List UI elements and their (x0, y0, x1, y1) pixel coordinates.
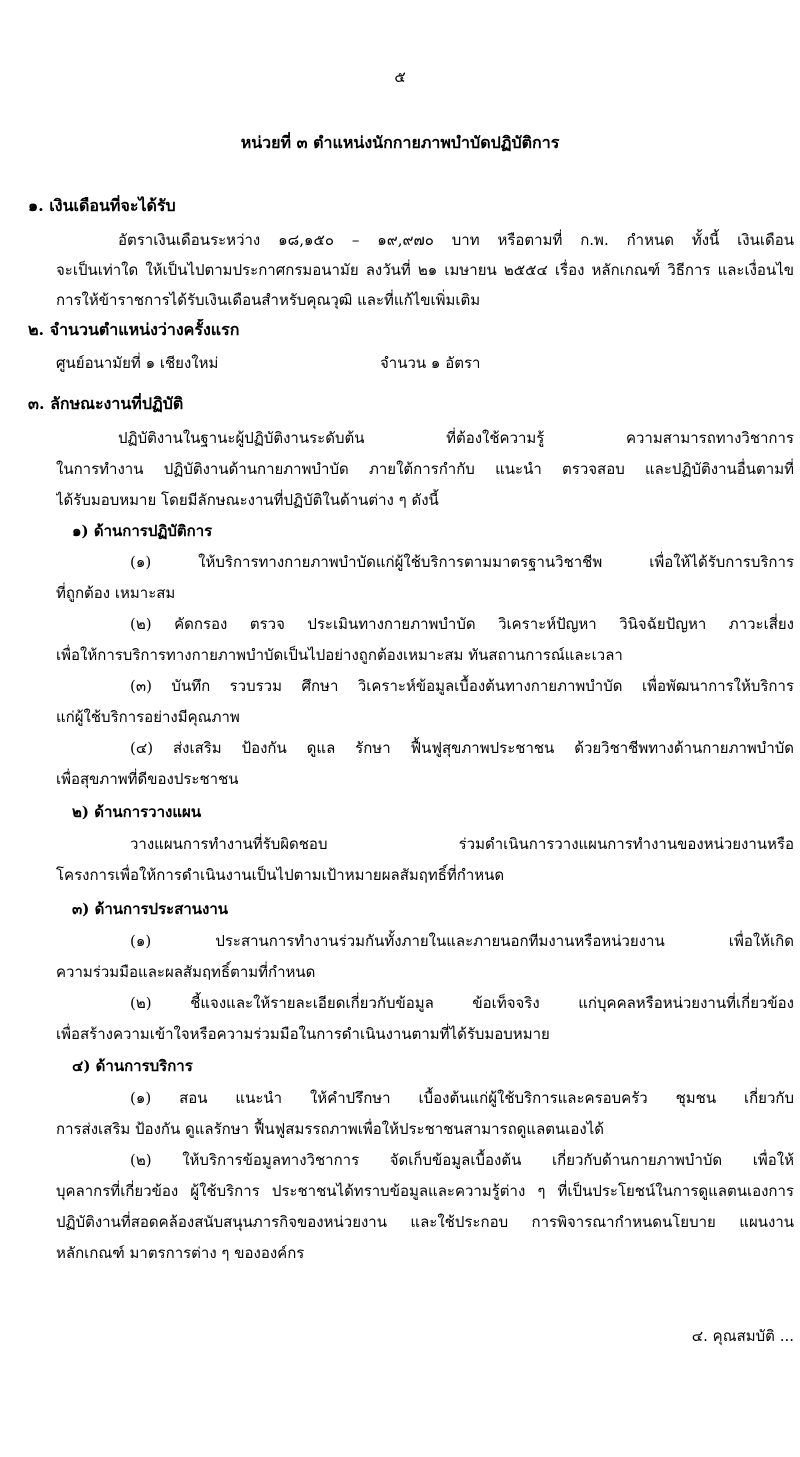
sub-4-line-2: การส่งเสริม ป้องกัน ดูแลรักษา ฟื้นฟูสมรรถภาพเพื่อให้ประชาชนสามารถดูแลตนเองได้ (56, 1120, 605, 1138)
sub-3-line-1: (๑) ประสานการทำงานร่วมกันทั้งภายในและภายนอกทีมงานหรือหน่วยงาน เพื่อให้เกิด (130, 932, 794, 950)
sub-3-line-4: เพื่อสร้างความเข้าใจหรือความร่วมมือในการดำเนินงานตามที่ได้รับมอบหมาย (56, 1025, 550, 1043)
sub-2-line-1: วางแผนการทำงานที่รับผิดชอบ ร่วมดำเนินการวางแผนการทำงานของหน่วยงานหรือ (130, 835, 794, 853)
sub-2-heading: ๒) ด้านการวางแผน (72, 803, 202, 821)
section-1-line-1: อัตราเงินเดือนระหว่าง ๑๘,๑๕๐ – ๑๙,๙๗๐ บาท หรือตามที่ ก.พ. กำหนด ทั้งนี้ เงินเดือน (118, 231, 794, 249)
page-number: ๕ (394, 68, 406, 86)
sub-1-line-6: แก่ผู้ใช้บริการอย่างมีคุณภาพ (56, 708, 240, 726)
page-title: หน่วยที่ ๓ ตำแหน่งนักกายภาพบำบัดปฏิบัติการ (240, 133, 560, 152)
sub-4-line-4: บุคลากรที่เกี่ยวข้อง ผู้ใช้บริการ ประชาชนได้ทราบข้อมูลและความรู้ต่าง ๆ ที่เป็นประโยชน์ในการดูแลตนเองการ (56, 1182, 794, 1200)
sub-3-line-3: (๒) ชี้แจงและให้รายละเอียดเกี่ยวกับข้อมูล ข้อเท็จจริง แก่บุคคลหรือหน่วยงานที่เกี่ยวข้อง (130, 994, 794, 1012)
section-2-heading: ๒. จำนวนตำแหน่งว่างครั้งแรก (28, 320, 240, 339)
sub-4-line-1: (๑) สอน แนะนำ ให้คำปรึกษา เบื้องต้นแก่ผู้ใช้บริการและครอบครัว ชุมชน เกี่ยวกับ (130, 1089, 794, 1107)
sub-4-line-3: (๒) ให้บริการข้อมูลทางวิชาการ จัดเก็บข้อมูลเบื้องต้น เกี่ยวกับด้านกายภาพบำบัด เพื่อให้ (130, 1151, 794, 1169)
sub-1-line-7: (๔) ส่งเสริม ป้องกัน ดูแล รักษา ฟื้นฟูสุขภาพประชาชน ด้วยวิชาชีพทางด้านกายภาพบำบัด (130, 739, 794, 757)
sub-1-line-5: (๓) บันทึก รวบรวม ศึกษา วิเคราะห์ข้อมูลเบื้องต้นทางกายภาพบำบัด เพื่อพัฒนาการให้บริการ (130, 677, 794, 695)
continued-note: ๔. คุณสมบัติ ... (691, 1327, 794, 1345)
section-3-heading: ๓. ลักษณะงานที่ปฏิบัติ (28, 394, 184, 413)
section-1-heading: ๑. เงินเดือนที่จะได้รับ (28, 196, 176, 215)
vacancy-count: จำนวน ๑ อัตรา (380, 354, 481, 372)
sub-3-line-2: ความร่วมมือและผลสัมฤทธิ์ตามที่กำหนด (56, 963, 316, 981)
sub-4-line-5: ปฏิบัติงานที่สอดคล้องสนับสนุนภารกิจของหน่วยงาน และใช้ประกอบ การพิจารณากำหนดนโยบาย แผนงาน (56, 1213, 794, 1231)
sub-4-line-6: หลักเกณฑ์ มาตรการต่าง ๆ ขององค์กร (56, 1244, 305, 1262)
section-3-intro-2: ในการทำงาน ปฏิบัติงานด้านกายภาพบำบัด ภายใต้การกำกับ แนะนำ ตรวจสอบ และปฏิบัติงานอื่นตามที่ (56, 460, 794, 478)
sub-1-line-1: (๑) ให้บริการทางกายภาพบำบัดแก่ผู้ใช้บริการตามมาตรฐานวิชาชีพ เพื่อให้ได้รับการบริการ (130, 553, 794, 571)
sub-4-heading: ๔) ด้านการบริการ (72, 1057, 193, 1075)
section-3-intro-1: ปฏิบัติงานในฐานะผู้ปฏิบัติงานระดับต้น ที่ต้องใช้ความรู้ ความสามารถทางวิชาการ (118, 429, 794, 447)
vacancy-unit: ศูนย์อนามัยที่ ๑ เชียงใหม่ (56, 354, 219, 372)
sub-1-line-2: ที่ถูกต้อง เหมาะสม (56, 584, 176, 602)
section-1-line-2: จะเป็นเท่าใด ให้เป็นไปตามประกาศกรมอนามัย ลงวันที่ ๒๑ เมษายน ๒๕๕๔ เรื่อง หลักเกณฑ์ วิธีการ และเงื่อนไข (56, 261, 794, 279)
sub-1-line-4: เพื่อให้การบริการทางกายภาพบำบัดเป็นไปอย่างถูกต้องเหมาะสม ทันสถานการณ์และเวลา (56, 646, 623, 664)
section-1-line-3: การให้ข้าราชการได้รับเงินเดือนสำหรับคุณวุฒิ และที่แก้ไขเพิ่มเติม (56, 291, 481, 309)
sub-1-line-3: (๒) คัดกรอง ตรวจ ประเมินทางกายภาพบำบัด วิเคราะห์ปัญหา วินิจฉัยปัญหา ภาวะเสี่ยง (130, 615, 794, 633)
section-3-intro-3: ได้รับมอบหมาย โดยมีลักษณะงานที่ปฏิบัติในด้านต่าง ๆ ดังนี้ (56, 491, 439, 509)
sub-1-heading: ๑) ด้านการปฏิบัติการ (72, 522, 213, 540)
sub-1-line-8: เพื่อสุขภาพที่ดีของประชาชน (56, 770, 239, 788)
sub-3-heading: ๓) ด้านการประสานงาน (72, 900, 229, 918)
sub-2-line-2: โครงการเพื่อให้การดำเนินงานเป็นไปตามเป้าหมายผลสัมฤทธิ์ที่กำหนด (56, 866, 505, 884)
